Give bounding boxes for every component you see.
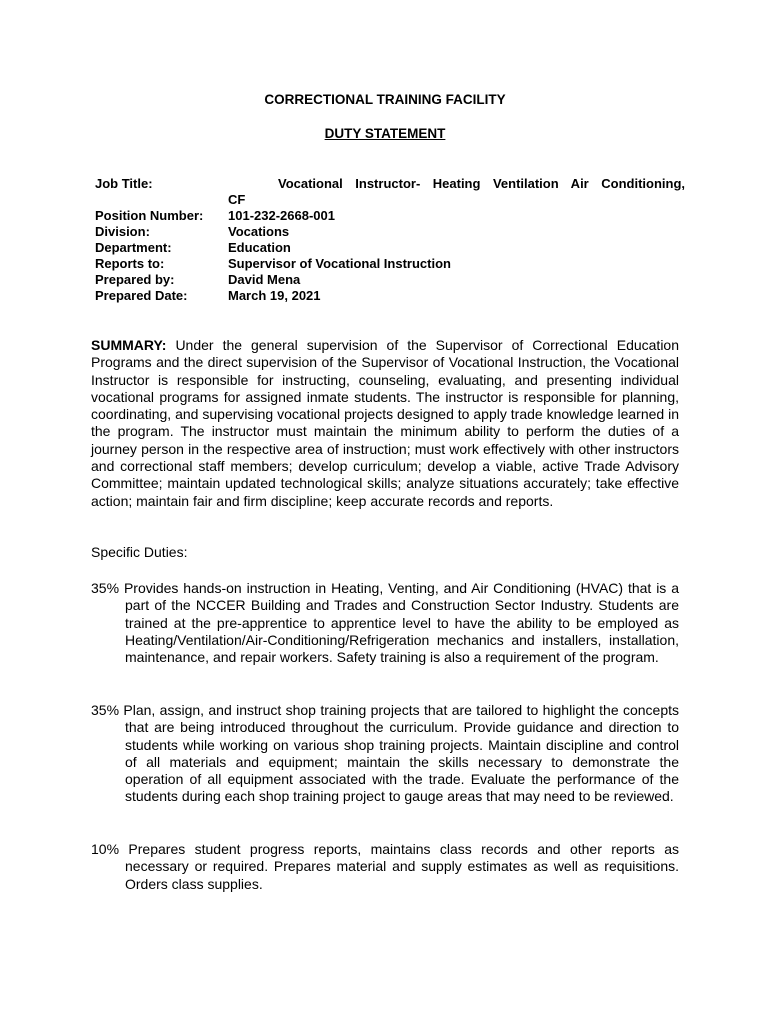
summary-text: Under the general supervision of the Supervisor of Correctional Education Programs and the direct supervision of the Supervisor of Vocational Instruction, the Vocational Instructor is responsible for instructing, counseling, evaluating, and presenting individual vocational programs for assigned inmate students. The instructor is responsible for planning, coordinating, and supervising vocational projects designed to apply trade knowledge learned in the program. The instructor must maintain the minimum ability to perform the duties of a journey person in the respective area of instruction; must work effectively with other instructors and correctional staff members; develop curriculum; develop a viable, active Trade Advisory Committee; maintain updated technological skills; analyze situations accurately; take effective action; maintain fair and firm discipline; keep accurate records and reports. (91, 337, 679, 509)
position-number-value: 101-232-2668-001 (228, 208, 335, 223)
job-title-value: Vocational Instructor- Heating Ventilation Air Conditioning, (278, 176, 685, 191)
specific-duties-heading: Specific Duties: (91, 544, 188, 560)
prepared-by-row (95, 272, 685, 288)
job-title-value-continued: CF (228, 192, 246, 207)
duty-text: Plan, assign, and instruct shop training projects that are tailored to highlight the concepts that are being introduced throughout the curriculum. Provide guidance and direction to students while working on various shop training projects. Maintain discipline and control of all materials and equipment; maintain the skills necessary to demonstrate the operation of all equipment associated with the trade. Evaluate the performance of the students during each shop training project to gauge areas that may need to be reviewed. (123, 702, 679, 805)
reports-to-label: Reports to: (95, 256, 165, 271)
duty-percent: 10% (91, 841, 120, 857)
reports-to-row (95, 256, 685, 272)
prepared-date-value: March 19, 2021 (228, 288, 321, 303)
department-value: Education (228, 240, 291, 255)
reports-to-value: Supervisor of Vocational Instruction (228, 256, 451, 271)
duty-item (91, 702, 679, 806)
division-value: Vocations (228, 224, 290, 239)
position-number-label: Position Number: (95, 208, 204, 223)
summary-paragraph (91, 337, 679, 510)
duty-item (91, 841, 679, 893)
prepared-date-label: Prepared Date: (95, 288, 188, 303)
summary-label: SUMMARY: (91, 337, 167, 353)
document-title: DUTY STATEMENT (324, 126, 446, 141)
division-row (95, 224, 685, 240)
position-number-row (95, 208, 685, 224)
job-title-label: Job Title: (95, 176, 153, 191)
duty-text: Provides hands-on instruction in Heating, Venting, and Air Conditioning (HVAC) that is a part of the NCCER Building and Trades and Construction Sector Industry. Students are trained at the pre-apprentice to apprentice level to have the ability to be employed as Heating/Ventilation/Air-Conditioning/Refrigeration mechanics and installers, installation, maintenance, and repair workers. Safety training is also a requirement of the program. (123, 580, 679, 666)
job-info-block (95, 176, 685, 304)
department-label: Department: (95, 240, 172, 255)
division-label: Division: (95, 224, 150, 239)
department-row (95, 240, 685, 256)
job-title-row (95, 176, 685, 192)
prepared-date-row (95, 288, 685, 304)
duty-percent: 35% (91, 580, 120, 596)
facility-name: CORRECTIONAL TRAINING FACILITY (264, 92, 506, 107)
duty-text: Prepares student progress reports, maintains class records and other reports as necessary or required. Prepares material and supply estimates as well as requisitions. Orders class supplies. (125, 841, 680, 892)
duty-percent: 35% (91, 702, 120, 718)
prepared-by-label: Prepared by: (95, 272, 175, 287)
duty-item (91, 580, 679, 666)
prepared-by-value: David Mena (228, 272, 301, 287)
